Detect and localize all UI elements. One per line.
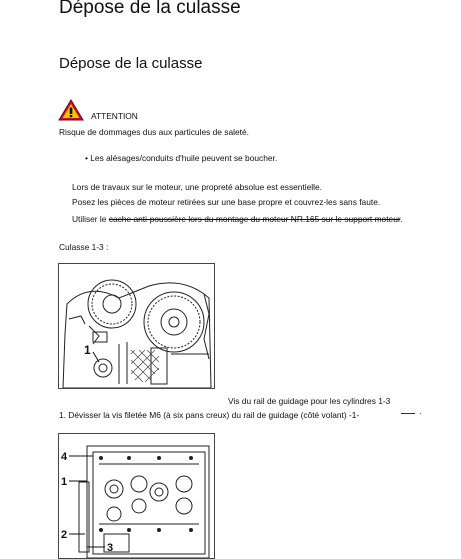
culasse-label: Culasse 1-3 : <box>59 242 109 252</box>
warning-triangle-icon <box>58 99 84 121</box>
attention-text: Risque de dommages dus aux particules de saleté. <box>59 127 249 137</box>
figure-cylinder-head <box>58 433 215 559</box>
blank-line <box>401 413 415 414</box>
figure2-callout-2: 2 <box>61 529 68 541</box>
figure1-callout: 1 <box>84 343 91 357</box>
cylinder-head-drawing <box>59 434 214 558</box>
paragraph-3 <box>72 214 403 225</box>
paragraph-3-struck: cache anti-poussière lors du montage du moteur NR.165 sur le support moteur <box>108 214 401 224</box>
dot-mark <box>420 413 421 414</box>
figure2-callout-4: 4 <box>61 451 68 463</box>
timing-gears-drawing <box>59 264 214 388</box>
paragraph-2: Posez les pièces de moteur retirées sur une base propre et couvrez-les sans faute. <box>72 197 381 207</box>
paragraph-3-prefix: Utiliser le <box>72 214 109 224</box>
paragraph-1: Lors de travaux sur le moteur, une propreté absolue est essentielle. <box>72 182 322 192</box>
step-1: 1. Dévisser la vis filetée M6 (à six pans creux) du rail de guidage (côté volant) -1- <box>59 410 360 420</box>
paragraph-3-suffix: . <box>400 214 403 224</box>
figure2-callout-1: 1 <box>61 476 68 488</box>
attention-label: ATTENTION <box>91 111 138 121</box>
figure2-callout-3: 3 <box>107 542 114 554</box>
figure-timing-gears <box>58 263 215 389</box>
section-title: Dépose de la culasse <box>59 55 203 72</box>
page-title: Dépose de la culasse <box>59 0 241 18</box>
caption-right: Vis du rail de guidage pour les cylindres 1-3 <box>228 396 391 406</box>
bullet-text: • Les alésages/conduits d'huile peuvent se boucher. <box>85 153 278 163</box>
